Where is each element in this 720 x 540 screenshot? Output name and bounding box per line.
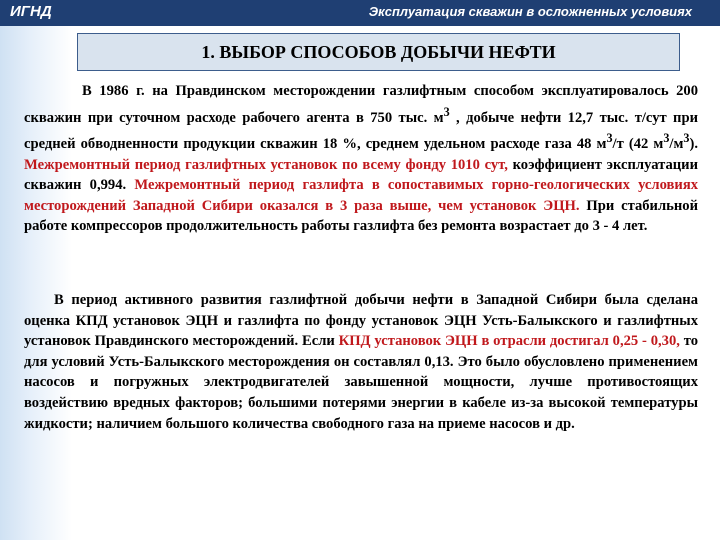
p2-text-1: В период активного развития газлифтной добычи нефти в Западной Сибири была сделана оценка КПД установок ЭЦН и газлифта по фонду установок ЭЦН Усть-Балыкского и газлифтных установок Правдинского месторождений. Если bbox=[24, 292, 698, 350]
p1-text-5: ). bbox=[689, 135, 698, 152]
p2-highlight-1: КПД установок ЭЦН в отрасли достигал 0,25 - 0,30, bbox=[338, 333, 680, 350]
p1-text-2: , добыче нефти 12,7 тыс. т/сут при средней обводненности продукции скважин 18 %, среднем удельном расходе газа 48 м bbox=[24, 109, 698, 152]
course-title: Эксплуатация скважин в осложненных условиях bbox=[368, 4, 692, 19]
paragraph-2 bbox=[24, 290, 698, 434]
p1-text-7: При стабильной работе компрессоров продолжительность работы газлифта без ремонта возрастает до 3 - 4 лет. bbox=[24, 197, 698, 235]
p1-text-6: коэффициент эксплуатации скважин 0,994. bbox=[24, 156, 698, 194]
p1-text-3: /т (42 м bbox=[612, 135, 664, 152]
institute-label: ИГНД bbox=[10, 3, 52, 20]
p1-text-1: В 1986 г. на Правдинском месторождении газлифтным способом эксплуатировалось 200 скважин при суточном расходе рабочего агента в 750 тыс. м bbox=[24, 83, 698, 126]
p2-text-2: то для условий Усть-Балыкского месторождения он составлял 0,13. Это было обусловлено применением насосов и погружных электродвигателей завышенной мощности, лучше противостоящих воздействию вредных факторов; большими потерями энергии в кабеле из-за высокой температуры жидкости; наличием большого количества свободного газа на приеме насосов и др. bbox=[24, 333, 698, 432]
p1-sup-1: 3 bbox=[443, 104, 450, 119]
paragraph-1 bbox=[24, 81, 698, 237]
p1-text-4: /м bbox=[669, 135, 684, 152]
p1-highlight-1: Межремонтный период газлифтных установок по всему фонду 1010 сут, bbox=[24, 156, 508, 173]
p1-sup-3: 3 bbox=[663, 131, 670, 146]
p1-sup-4: 3 bbox=[683, 131, 690, 146]
slide-title-text: 1. ВЫБОР СПОСОБОВ ДОБЫЧИ НЕФТИ bbox=[201, 42, 556, 62]
header-bar bbox=[0, 0, 720, 26]
p1-sup-2: 3 bbox=[606, 131, 613, 146]
p1-highlight-2: Межремонтный период газлифта в сопоставимых горно-геологических условиях месторождений Западной Сибири оказался в 3 раза выше, чем установок ЭЦН. bbox=[24, 177, 699, 214]
slide-title bbox=[77, 33, 680, 71]
